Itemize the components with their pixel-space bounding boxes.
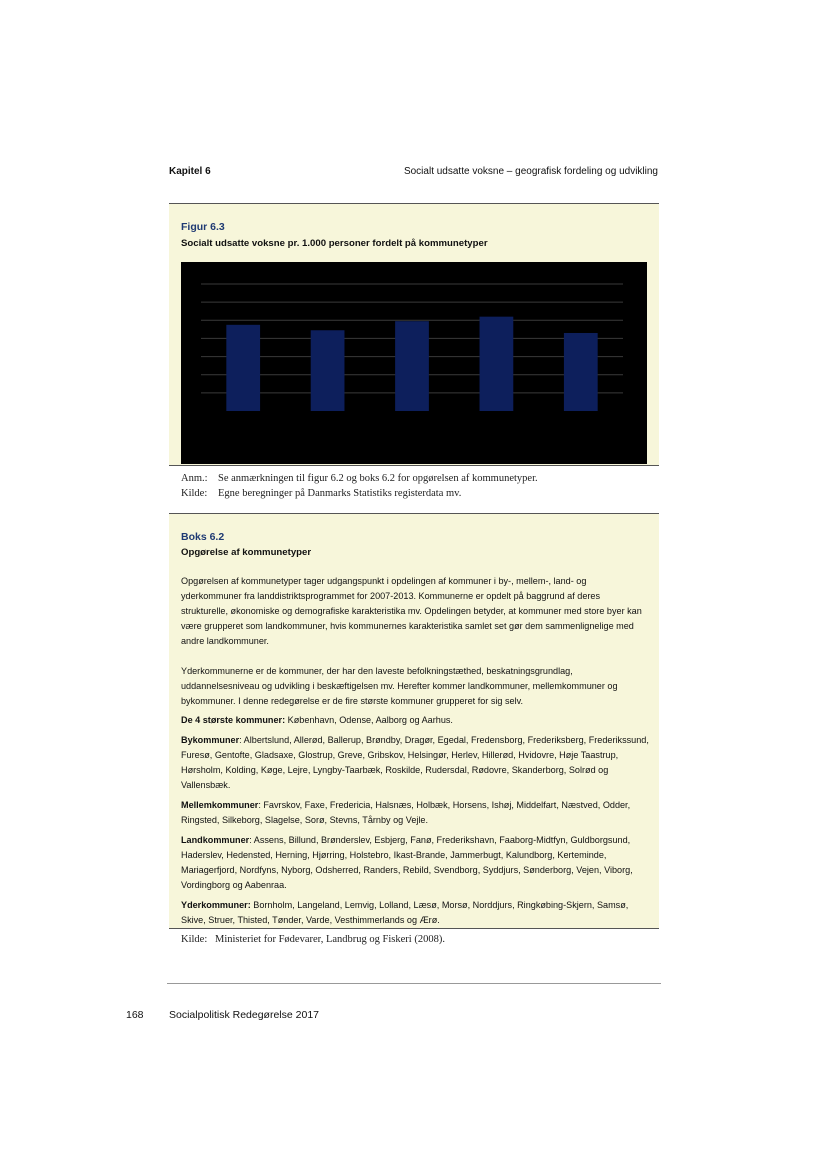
figure-source	[181, 486, 461, 501]
publication-title: Socialpolitisk Redegørelse 2017	[169, 1009, 319, 1021]
figure-title: Socialt udsatte voksne pr. 1.000 personer fordelt på kommunetyper	[181, 238, 488, 249]
group-name: Bykommuner	[181, 735, 240, 745]
source-text: Egne beregninger på Danmarks Statistiks registerdata mv.	[218, 488, 462, 499]
section-title: Socialt udsatte voksne – geografisk fordeling og udvikling	[403, 166, 658, 177]
bar	[564, 333, 598, 411]
figure-label: Figur 6.3	[181, 221, 225, 233]
bar-chart	[181, 262, 647, 464]
group-name: Yderkommuner:	[181, 900, 251, 910]
source-tag: Kilde:	[181, 488, 208, 499]
boks-label: Boks 6.2	[181, 531, 225, 543]
group-yderkommuner	[181, 898, 649, 928]
bar-chart-svg	[181, 262, 647, 464]
group-list: København, Odense, Aalborg og Aarhus.	[285, 715, 453, 725]
group-mellemkommuner	[181, 798, 649, 828]
group-list: : Assens, Billund, Brønderslev, Esbjerg, Fanø, Frederikshavn, Faaborg-Midtfyn, Guldborgsund, Haderslev, Hedensted, Herning, Hjørring, Holstebro, Ikast-Brande, Jammerbugt, Kalundborg, Kerteminde, Mariagerfjord, Nordfyns, Nyborg, Odsherred, Randers, Rebild, Svendborg, Syddjurs, Sønderborg, Vejen, Viborg, Vordingborg og Aabenraa.	[181, 835, 633, 890]
boks-paragraph-2: Yderkommunerne er de kommuner, der har den laveste befolkningstæthed, beskatningsgrundlag, uddannelsesniveau og udvikling i beskæftigelsen mv. Herefter kommer landkommuner, mellemkommuner og bykommuner. I denne redegørelse er de fire største kommuner grupperet for sig selv.	[181, 666, 618, 706]
note-tag: Anm.:	[181, 473, 208, 484]
group-list: : Favrskov, Faxe, Fredericia, Halsnæs, Holbæk, Horsens, Ishøj, Middelfart, Næstved, Odder, Ringsted, Silkeborg, Slagelse, Sorø, Stevns, Tårnby og Vejle.	[181, 800, 631, 825]
boks-source-tag: Kilde:	[181, 934, 208, 945]
boks-body	[181, 574, 649, 933]
bar	[395, 321, 429, 411]
bar	[480, 317, 514, 411]
page-number: 168	[126, 1009, 144, 1021]
boks-source	[181, 934, 445, 945]
boks-title: Opgørelse af kommunetyper	[181, 547, 312, 558]
figure-box	[169, 203, 659, 466]
group-bykommuner	[181, 733, 649, 793]
group-landkommuner	[181, 833, 649, 893]
footer-divider	[167, 983, 661, 984]
bar	[311, 330, 345, 411]
group-name: Mellemkommuner	[181, 800, 259, 810]
bar	[226, 325, 260, 411]
figure-note	[181, 471, 538, 486]
boks-paragraph-1: Opgørelsen af kommunetyper tager udgangspunkt i opdelingen af kommuner i by-, mellem-, land- og yderkommuner fra landdistriktsprogrammet for 2007-2013. Kommunerne er opdelt på baggrund af deres strukturelle, økonomiske og demografiske karakteristika mv. Opdelingen betyder, at kommuner med store byer kan være grupperet som landkommuner, hvis kommunernes karakteristika samlet set gør dem sammenlignelige med andre landkommuner.	[181, 576, 642, 646]
group-name: De 4 største kommuner:	[181, 715, 286, 725]
group-list: Bornholm, Langeland, Lemvig, Lolland, Læsø, Morsø, Norddjurs, Ringkøbing-Skjern, Samsø, Skive, Struer, Thisted, Tønder, Varde, Vesthimmerlands og Ærø.	[181, 900, 629, 925]
chapter-label: Kapitel 6	[169, 166, 211, 177]
group-list: : Albertslund, Allerød, Ballerup, Brøndby, Dragør, Egedal, Fredensborg, Frederiksberg, Frederikssund, Furesø, Gentofte, Gladsaxe, Glostrup, Greve, Gribskov, Helsingør, Herlev, Hillerød, Hvidovre, Høje Taastrup, Hørsholm, Kolding, Køge, Lejre, Lyngby-Taarbæk, Roskilde, Rudersdal, Rødovre, Skanderborg, Solrød og Vallensbæk.	[181, 735, 649, 790]
note-text: Se anmærkningen til figur 6.2 og boks 6.2 for opgørelsen af kommunetyper.	[218, 473, 538, 484]
boks-source-text: Ministeriet for Fødevarer, Landbrug og Fiskeri (2008).	[215, 934, 445, 945]
group-4-stoerste	[181, 713, 649, 728]
group-name: Landkommuner	[181, 835, 250, 845]
boks-box	[169, 513, 659, 929]
